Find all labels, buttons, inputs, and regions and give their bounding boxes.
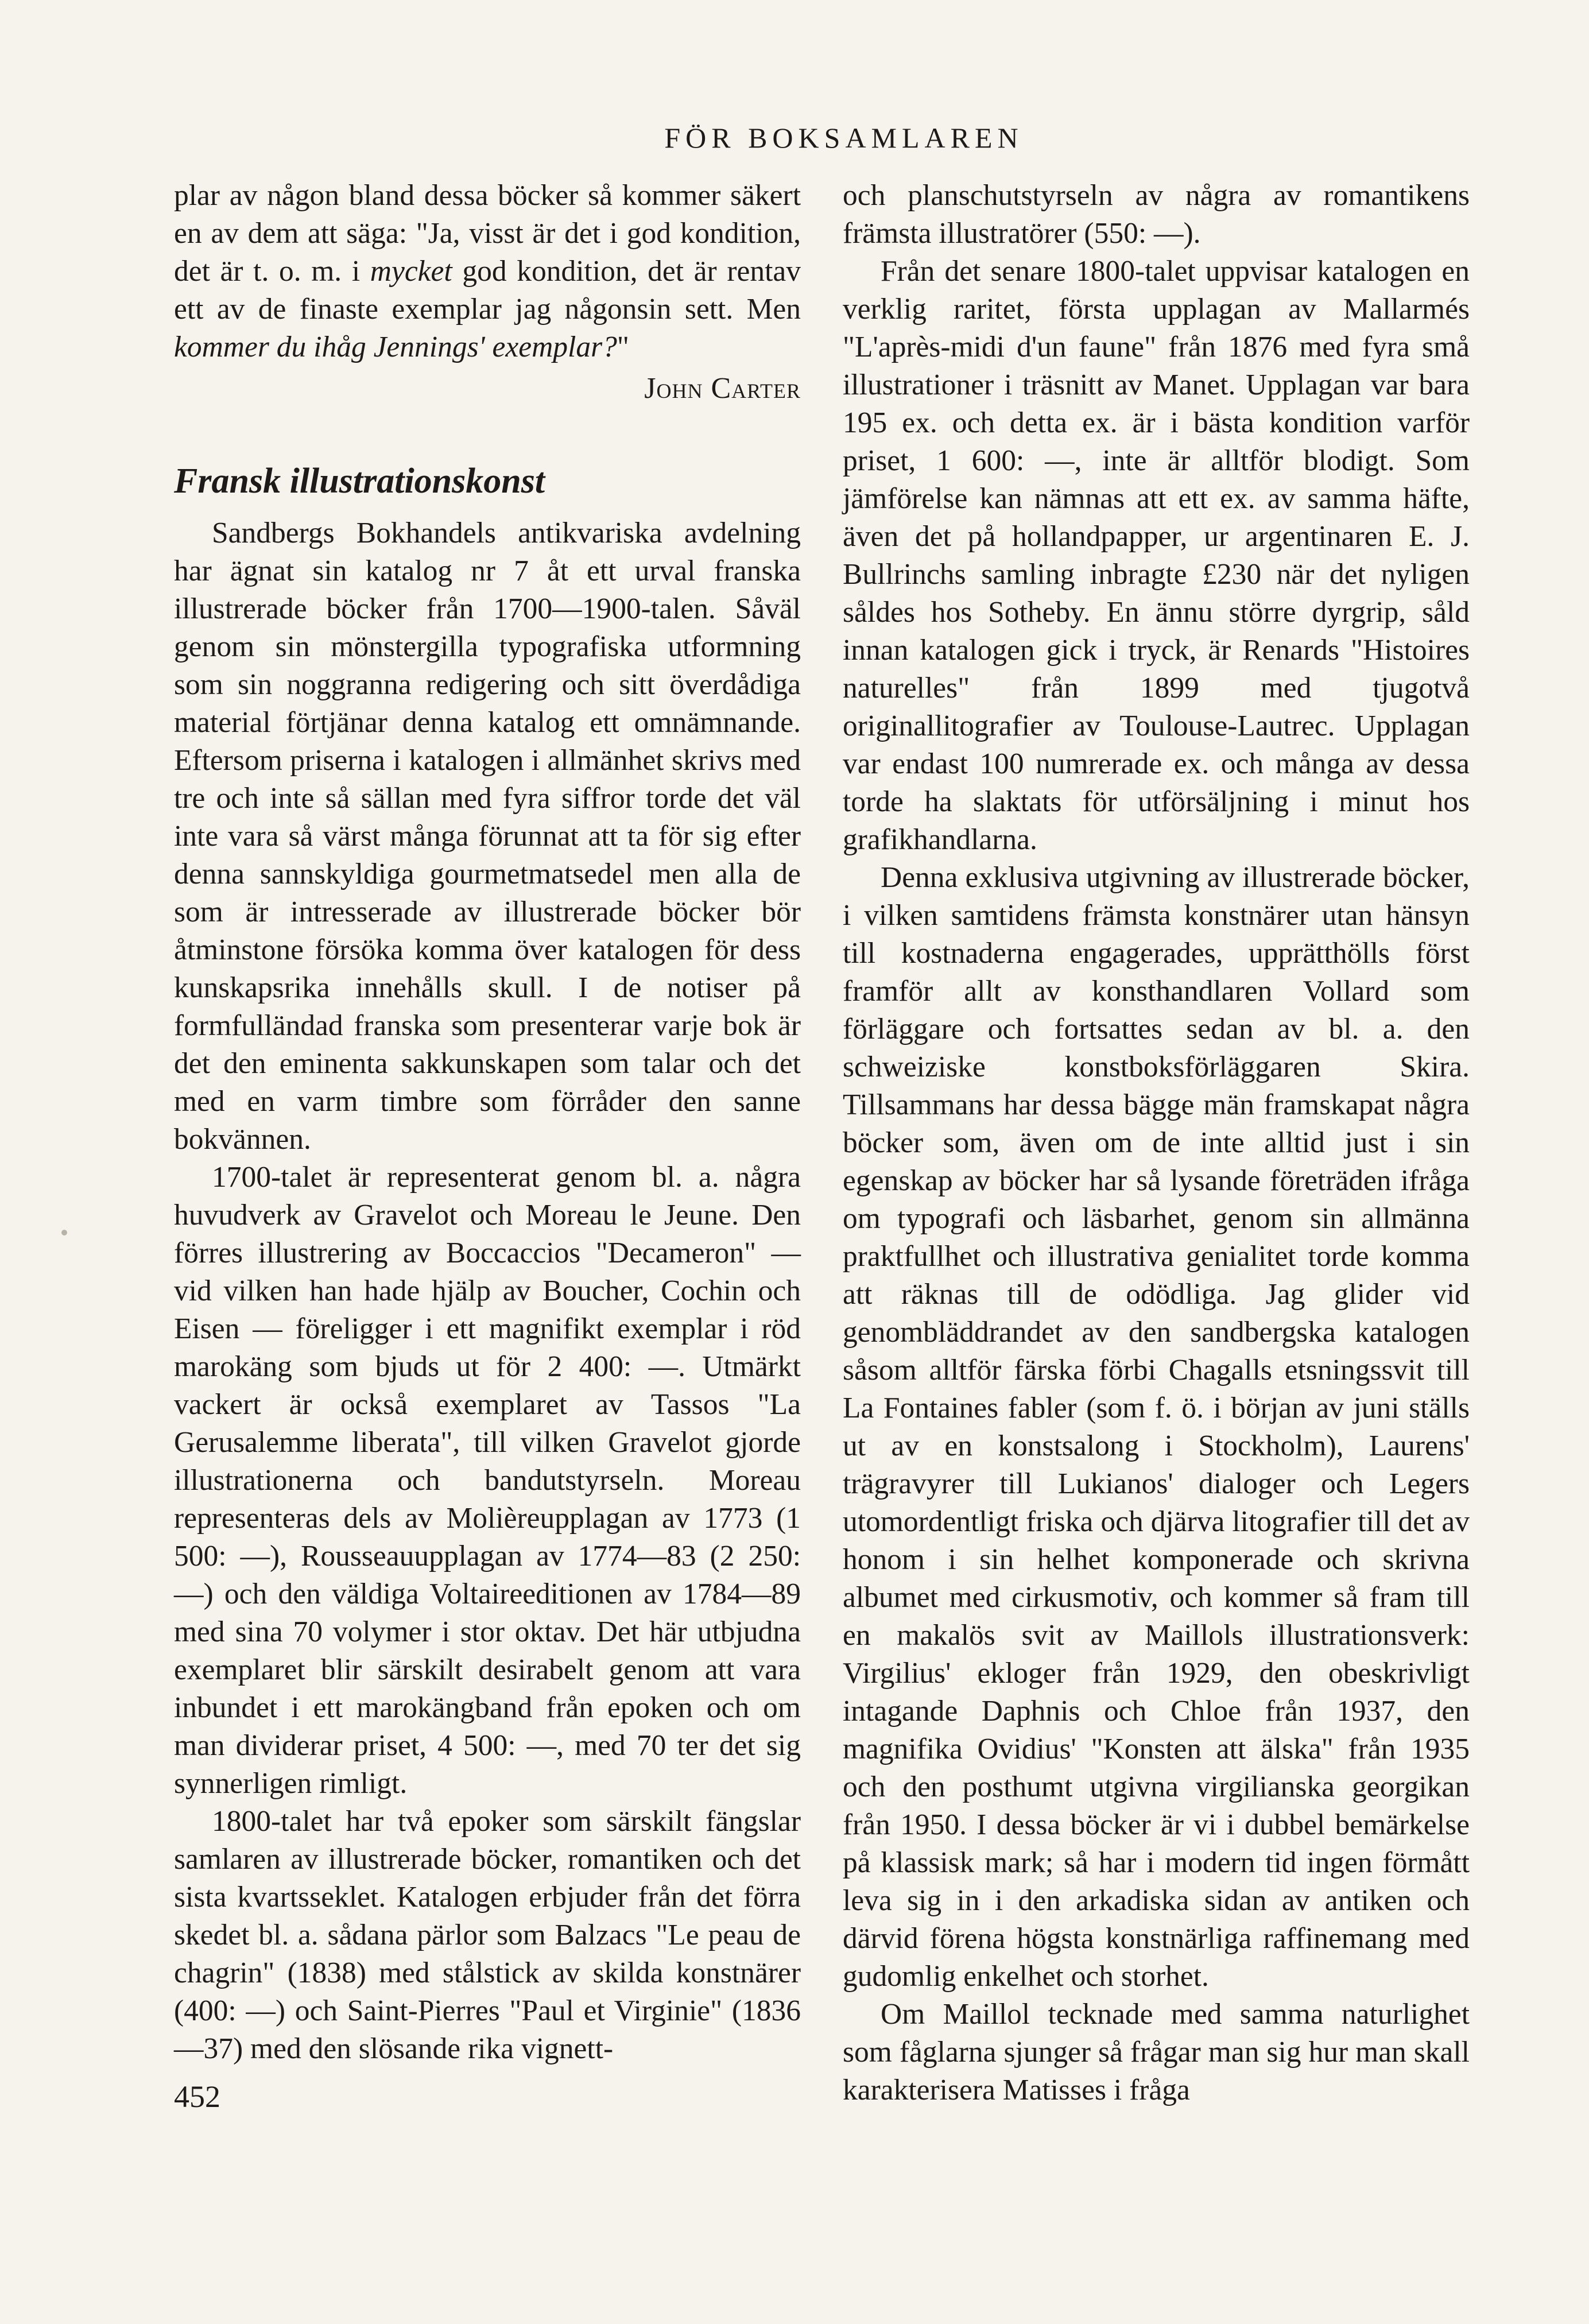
left-paragraph-3: 1800-talet har två epoker som särskilt fängslar samlaren av illustrerade böcker, romantiken och det sista kvartsseklet. Katalogen erbjuder från det förra skedet bl. a. sådana pärlor som Balzacs "Le peau de chagrin" (1838) med stålstick av skilda konstnärer (400: —) och Saint-Pierres "Paul et Virginie" (1836—37) med den slösande rika vignett- bbox=[174, 1805, 801, 2065]
left-paragraph-2: 1700-talet är representerat genom bl. a. några huvudverk av Gravelot och Moreau le Jeune. Den förres illustrering av Boccaccios "Decameron" — vid vilken han hade hjälp av Boucher, Cochin och Eisen — föreligger i ett magnifikt exemplar i röd marokäng som bjuds ut för 2 400: —. Utmärkt vackert är också exemplaret av Tassos "La Gerusalemme liberata", till vilken Gravelot gjorde illustrationerna och bandutstyrseln. Moreau representeras dels av Molièreupplagan av 1773 (1 500: —), Rousseauupplagan av 1774—83 (2 250: —) och den väldiga Voltaireeditionen av 1784—89 med sina 70 volymer i stor oktav. Det här utbjudna exemplaret blir särskilt desirabelt genom att vara inbundet i ett marokängband från epoken och om man dividerar priset, 4 500: —, med 70 ter det sig synnerligen rimligt. bbox=[174, 1161, 801, 1800]
right-paragraph-4: Om Maillol tecknade med samma naturlighet som fåglarna sjunger så frågar man sig hur man skall karakterisera Matisses i fråga bbox=[843, 1998, 1470, 2106]
running-head: FÖR BOKSAMLAREN bbox=[664, 122, 1024, 154]
left-paragraph-1: Sandbergs Bokhandels antikvariska avdelning har ägnat sin katalog nr 7 åt ett urval franska illustrerade böcker från 1700—1900-talen. Såväl genom sin mönstergilla typografiska utformning som sin noggranna redigering och sitt överdådiga material förtjänar denna katalog ett omnämnande. Eftersom priserna i katalogen i allmänhet skrivs med tre och inte så sällan med fyra siffror torde det väl inte vara så värst många förunnat att ta för sig efter denna sannskyldiga gourmetmatsedel men alla de som är intresserade av illustrerade böcker bör åtminstone försöka komma över katalogen för dess kunskapsrika innehålls skull. I de notiser på formfulländad franska som presenterar varje bok är det den eminenta sakkunskapen som talar och det med en varm timbre som förråder den sanne bokvännen. bbox=[174, 517, 801, 1156]
opening-text-end: " bbox=[617, 331, 629, 363]
margin-mark bbox=[61, 1230, 67, 1235]
opening-emphasis-1: mycket bbox=[370, 255, 452, 288]
opening-text-start: plar av någon bland dessa böcker så kommer säkert en av dem att säga: "Ja, visst är det i god kondition, det är t. o. m. i bbox=[174, 179, 801, 288]
left-column bbox=[174, 177, 801, 2068]
opening-text-middle: god kondition, det är rentav ett av de finaste exemplar jag någonsin sett. Men bbox=[174, 255, 801, 326]
page-number: 452 bbox=[174, 2079, 220, 2114]
opening-emphasis-2: kommer du ihåg Jennings' exemplar? bbox=[174, 331, 617, 363]
right-column bbox=[843, 177, 1470, 2109]
opening-paragraph bbox=[174, 177, 801, 366]
right-paragraph-2: Från det senare 1800-talet uppvisar katalogen en verklig raritet, första upplagan av Mallarmés "L'après-midi d'un faune" från 1876 med fyra små illustrationer i träsnitt av Manet. Upplagan var bara 195 ex. och detta ex. är i bästa kondition varför priset, 1 600: —, inte är alltför blodigt. Som jämförelse kan nämnas att ett ex. av samma häfte, även det på hollandpapper, ur argentinaren E. J. Bullrinchs samling inbragte £230 när det nyligen såldes hos Sotheby. En ännu större dyrgrip, såld innan katalogen gick i tryck, är Renards "Histoires naturelles" från 1899 med tjugotvå originallitografier av Toulouse-Lautrec. Upplagan var endast 100 numrerade ex. och många av dessa torde ha slaktats för utförsäljning i minut hos grafikhandlarna. bbox=[843, 255, 1470, 856]
section-heading: Fransk illustrationskonst bbox=[174, 462, 545, 501]
author-signature: John Carter bbox=[644, 372, 801, 405]
right-paragraph-1: och planschutstyrseln av några av romantikens främsta illustratörer (550: —). bbox=[843, 179, 1470, 250]
right-paragraph-3: Denna exklusiva utgivning av illustrerade böcker, i vilken samtidens främsta konstnärer utan hänsyn till kostnaderna engagerades, upprätthölls först framför allt av konsthandlaren Vollard som förläggare och fortsattes sedan av bl. a. den schweiziske konstboksförläggaren Skira. Tillsammans har dessa bägge män framskapat några böcker som, även om de inte alltid just i sin egenskap av böcker har så lysande företräden ifråga om typografi och läsbarhet, genom sin allmänna praktfullhet och illustrativa genialitet torde komma att räknas till de odödliga. Jag glider vid genombläddrandet av den sandbergska katalogen såsom alltför färska förbi Chagalls etsningssvit till La Fontaines fabler (som f. ö. i början av juni ställs ut av en konstsalong i Stockholm), Laurens' trägravyrer till Lukianos' dialoger och Legers utomordentligt friska och djärva litografier till det av honom i sin helhet komponerade och skrivna albumet med cirkusmotiv, och kommer så fram till en makalös svit av Maillols illustrationsverk: Virgilius' ekloger från 1929, den obeskrivligt intagande Daphnis och Chloe från 1937, den magnifika Ovidius' "Konsten att älska" från 1935 och den posthumt utgivna virgilianska georgikan från 1950. I dessa böcker är vi i dubbel bemärkelse på klassisk mark; så har i modern tid ingen förmått leva sig in i den arkadiska sidan av antiken och därvid förena högsta konstnärliga raffinemang med gudomlig enkelhet och storhet. bbox=[843, 861, 1470, 1993]
